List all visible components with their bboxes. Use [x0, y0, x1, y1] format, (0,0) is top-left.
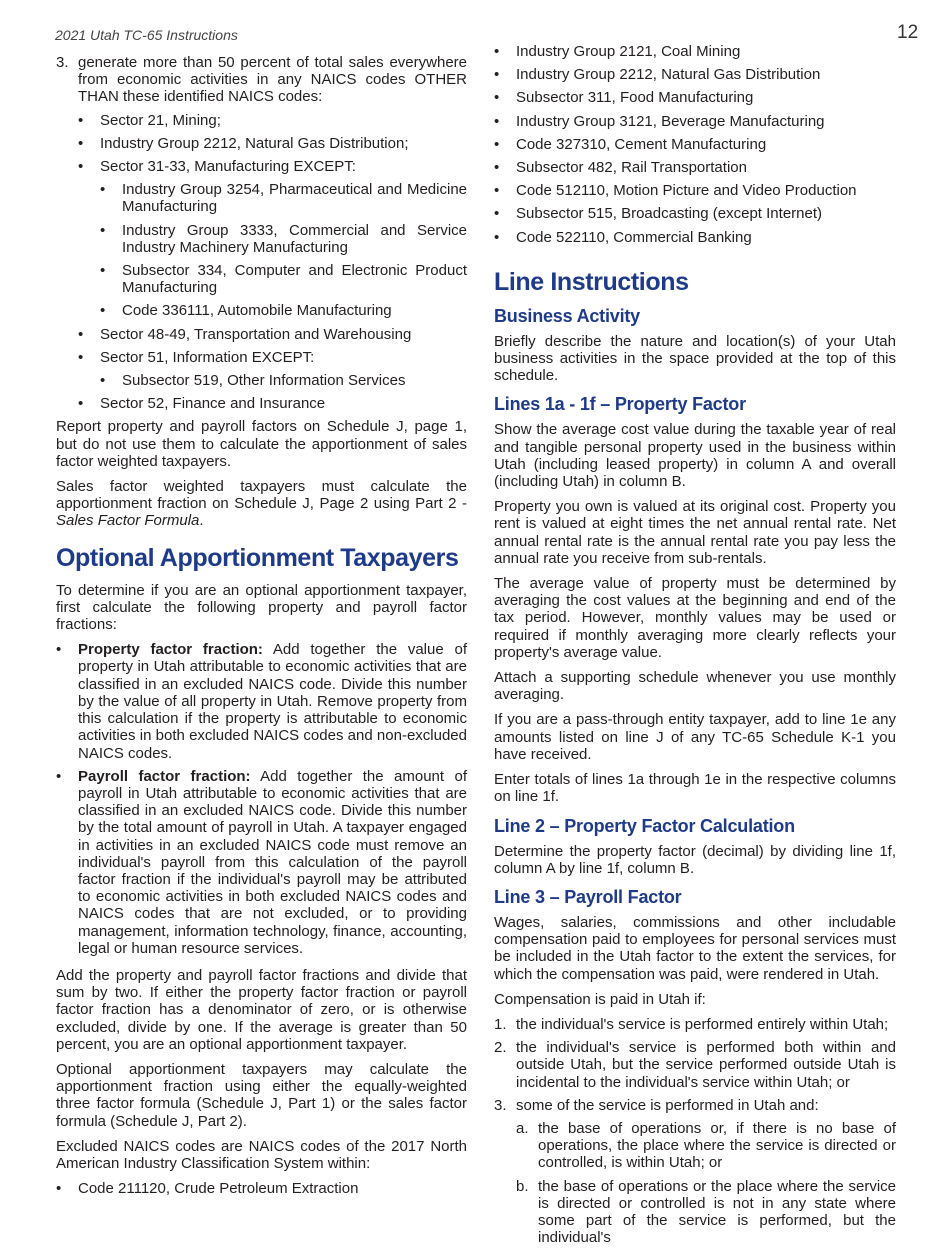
list-marker: •	[100, 372, 106, 390]
list-marker: 1.	[494, 1015, 507, 1033]
text-span: Code 522110, Commercial Banking	[516, 228, 752, 246]
list-item	[56, 1180, 467, 1197]
paragraph: Excluded NAICS codes are NAICS codes of the 2017 North American Industry Classification System within:	[56, 1137, 467, 1172]
list-item	[494, 1120, 896, 1172]
list-item	[56, 222, 467, 256]
subsection-heading: Line 2 – Property Factor Calculation	[494, 815, 795, 836]
list-item	[494, 159, 896, 176]
list-item	[56, 768, 467, 957]
text-span: the individual's service is performed entirely within Utah;	[516, 1015, 889, 1033]
text-span: Industry Group 2121, Coal Mining	[516, 43, 741, 60]
text-span: the individual's service is performed both within and outside Utah, but the service performed outside Utah is incidental to the individual's service within Utah; or	[516, 1039, 896, 1091]
text-span: Sector 48-49, Transportation and Warehousing	[100, 325, 412, 343]
text-span: Subsector 311, Food Manufacturing	[516, 89, 754, 107]
list-marker: •	[494, 228, 500, 246]
text-span: Sales Factor Formula	[56, 512, 200, 530]
list-item	[56, 112, 467, 129]
paragraph: To determine if you are an optional apportionment taxpayer, first calculate the following property and payroll factor fractions:	[56, 581, 467, 634]
paragraph: Add the property and payroll factor fractions and divide that sum by two. If either the property factor fraction or payroll factor fraction has a denominator of zero, or is otherwise excluded, divide by one. If the average is greater than 50 percent, you are an optional apportionment taxpayer.	[56, 966, 467, 1053]
list-marker: •	[100, 262, 106, 280]
list-marker: •	[100, 181, 106, 199]
list-marker: •	[56, 641, 62, 659]
list-item	[494, 229, 896, 246]
page-number: 12	[897, 22, 919, 43]
list-item	[56, 395, 467, 412]
subsection-heading: Business Activity	[494, 305, 640, 326]
list-item	[494, 1178, 896, 1247]
list-item	[56, 135, 467, 152]
list-item	[56, 181, 467, 215]
list-item	[494, 1097, 896, 1114]
list-marker: 2.	[494, 1039, 507, 1057]
list-marker: •	[494, 89, 500, 107]
list-item	[56, 349, 467, 366]
list-item	[494, 89, 896, 106]
list-marker: •	[494, 112, 500, 130]
text-span: .	[199, 512, 204, 530]
list-item	[56, 54, 467, 106]
list-marker: •	[494, 205, 500, 223]
list-item	[56, 302, 467, 319]
text-span: Add together the value of property in Utah attributable to economic activities that are classified in an excluded NAICS code. Divide this number by the value of all property in Utah. Remove property from this calculation if the property is attributable to economic activities in both excluded NAICS codes and non-excluded NAICS codes.	[78, 641, 467, 762]
list-marker: •	[494, 182, 500, 200]
text-span: the base of operations or the place where the service is directed or controlled is not in any state where some part of the service is performed, but the individual's	[538, 1177, 896, 1247]
text-span: Industry Group 3121, Beverage Manufacturing	[516, 112, 825, 130]
text-span: Code 327310, Cement Manufacturing	[516, 135, 767, 153]
text-span: Property factor fraction:	[78, 641, 263, 659]
text-span: Sector 31-33, Manufacturing EXCEPT:	[100, 158, 356, 176]
list-marker: 3.	[56, 54, 69, 71]
text-span: generate more than 50 percent of total sales everywhere from economic activities in any NAICS codes OTHER THAN these identified NAICS codes:	[78, 54, 467, 106]
list-item	[56, 262, 467, 296]
list-marker: b.	[516, 1177, 529, 1195]
list-marker: •	[78, 395, 84, 413]
paragraph: Determine the property factor (decimal) by dividing line 1f, column A by line 1f, column B.	[494, 842, 896, 877]
paragraph: Report property and payroll factors on Schedule J, page 1, but do not use them to calculate the apportionment of sales factor weighted taxpayers.	[56, 418, 467, 470]
list-marker: 3.	[494, 1096, 507, 1114]
list-marker: •	[78, 134, 84, 152]
paragraph	[56, 478, 467, 530]
text-span: Code 336111, Automobile Manufacturing	[122, 302, 392, 320]
list-marker: •	[78, 111, 84, 129]
paragraph: Property you own is valued at its original cost. Property you rent is valued at eight times the net annual rental rate. Net annual rental rate is the annual rental rate you pay less the annual rate you receive from sub-rentals.	[494, 498, 896, 567]
right-column	[494, 43, 896, 1252]
list-marker: •	[100, 221, 106, 239]
text-span: some of the service is performed in Utah and:	[516, 1096, 819, 1114]
list-marker: •	[494, 159, 500, 177]
subsection-heading: Lines 1a - 1f – Property Factor	[494, 394, 746, 415]
list-item	[56, 158, 467, 175]
running-header: 2021 Utah TC-65 Instructions	[55, 27, 238, 43]
text-span: Industry Group 2212, Natural Gas Distribution	[516, 66, 821, 84]
list-item	[494, 43, 896, 60]
paragraph: Briefly describe the nature and location(s) of your Utah business activities in the space provided at the top of this schedule.	[494, 332, 896, 385]
list-marker: •	[78, 325, 84, 343]
list-item	[56, 641, 467, 761]
list-marker: •	[494, 66, 500, 84]
list-item	[494, 205, 896, 222]
list-marker: •	[56, 1180, 62, 1198]
section-heading: Optional Apportionment Taxpayers	[56, 543, 459, 572]
list-item	[494, 66, 896, 83]
text-span: Subsector 334, Computer and Electronic Product Manufacturing	[122, 262, 467, 297]
text-span: Sector 21, Mining;	[100, 111, 221, 129]
paragraph: Wages, salaries, commissions and other includable compensation paid to employees for personal services must be included in the Utah factor to the extent the services, for which the compensation was paid, were rendered in Utah.	[494, 913, 896, 983]
text-span: Payroll factor fraction:	[78, 767, 251, 785]
paragraph: Enter totals of lines 1a through 1e in the respective columns on line 1f.	[494, 771, 896, 806]
paragraph: Show the average cost value during the taxable year of real and tangible personal property used in the business within Utah (including leased property) in column A and overall (including Utah) in column B.	[494, 421, 896, 491]
list-marker: •	[56, 767, 62, 785]
list-marker: a.	[516, 1119, 529, 1137]
text-span: Industry Group 2212, Natural Gas Distribution;	[100, 134, 409, 152]
subsection-heading: Line 3 – Payroll Factor	[494, 886, 682, 907]
list-marker: •	[78, 158, 84, 176]
list-item	[494, 1016, 896, 1033]
list-item	[494, 182, 896, 199]
list-item	[494, 113, 896, 130]
text-span: Sector 52, Finance and Insurance	[100, 395, 326, 413]
paragraph: The average value of property must be determined by averaging the cost values at the beginning and end of the tax period. However, monthly values may be used or required if monthly averaging more clearly reflects your property's average value.	[494, 575, 896, 661]
text-span: Subsector 482, Rail Transportation	[516, 159, 747, 177]
text-span: Sector 51, Information EXCEPT:	[100, 348, 315, 366]
text-span: Subsector 515, Broadcasting (except Internet)	[516, 205, 823, 223]
paragraph: Compensation is paid in Utah if:	[494, 990, 706, 1008]
text-span: Add together the amount of payroll in Utah attributable to economic activities that are classified in an excluded NAICS code. Divide this number by the total amount of payroll in Utah. A taxpayer engaged in activities in an excluded NAICS code must remove an individual's payroll from this calculation of the payroll factor fraction if the individual's payroll may be attributed to economic activities in both excluded NAICS codes and NAICS codes that are not excluded, or to providing management, information technology, finance, accounting, legal or human resource services.	[78, 767, 467, 957]
paragraph: Attach a supporting schedule whenever you use monthly averaging.	[494, 669, 896, 704]
paragraph: If you are a pass-through entity taxpayer, add to line 1e any amounts listed on line J of any TC-65 Schedule K-1 you have received.	[494, 711, 896, 763]
list-item	[56, 372, 467, 389]
list-item	[56, 326, 467, 343]
text-span: Code 512110, Motion Picture and Video Production	[516, 182, 857, 200]
text-span: Subsector 519, Other Information Services	[122, 372, 406, 390]
list-marker: •	[494, 135, 500, 153]
list-marker: •	[78, 348, 84, 366]
left-column	[56, 54, 467, 1203]
list-item	[494, 136, 896, 153]
list-marker: •	[100, 302, 106, 320]
paragraph: Optional apportionment taxpayers may calculate the apportionment fraction using either the equally-weighted three factor formula (Schedule J, Part 1) or the sales factor formula (Schedule J, Part 2).	[56, 1060, 467, 1130]
list-item	[494, 1039, 896, 1091]
text-span: Code 211120, Crude Petroleum Extraction	[78, 1180, 359, 1198]
text-span: Industry Group 3333, Commercial and Service Industry Machinery Manufacturing	[122, 221, 467, 256]
text-span: Sales factor weighted taxpayers must calculate the apportionment fraction on Schedule J, Page 2 using Part 2 -	[56, 478, 467, 513]
text-span: Industry Group 3254, Pharmaceutical and Medicine Manufacturing	[122, 181, 467, 216]
section-heading: Line Instructions	[494, 267, 689, 296]
list-marker: •	[494, 43, 500, 60]
text-span: the base of operations or, if there is no base of operations, the place where the service is directed or controlled, is within Utah; or	[538, 1119, 896, 1172]
